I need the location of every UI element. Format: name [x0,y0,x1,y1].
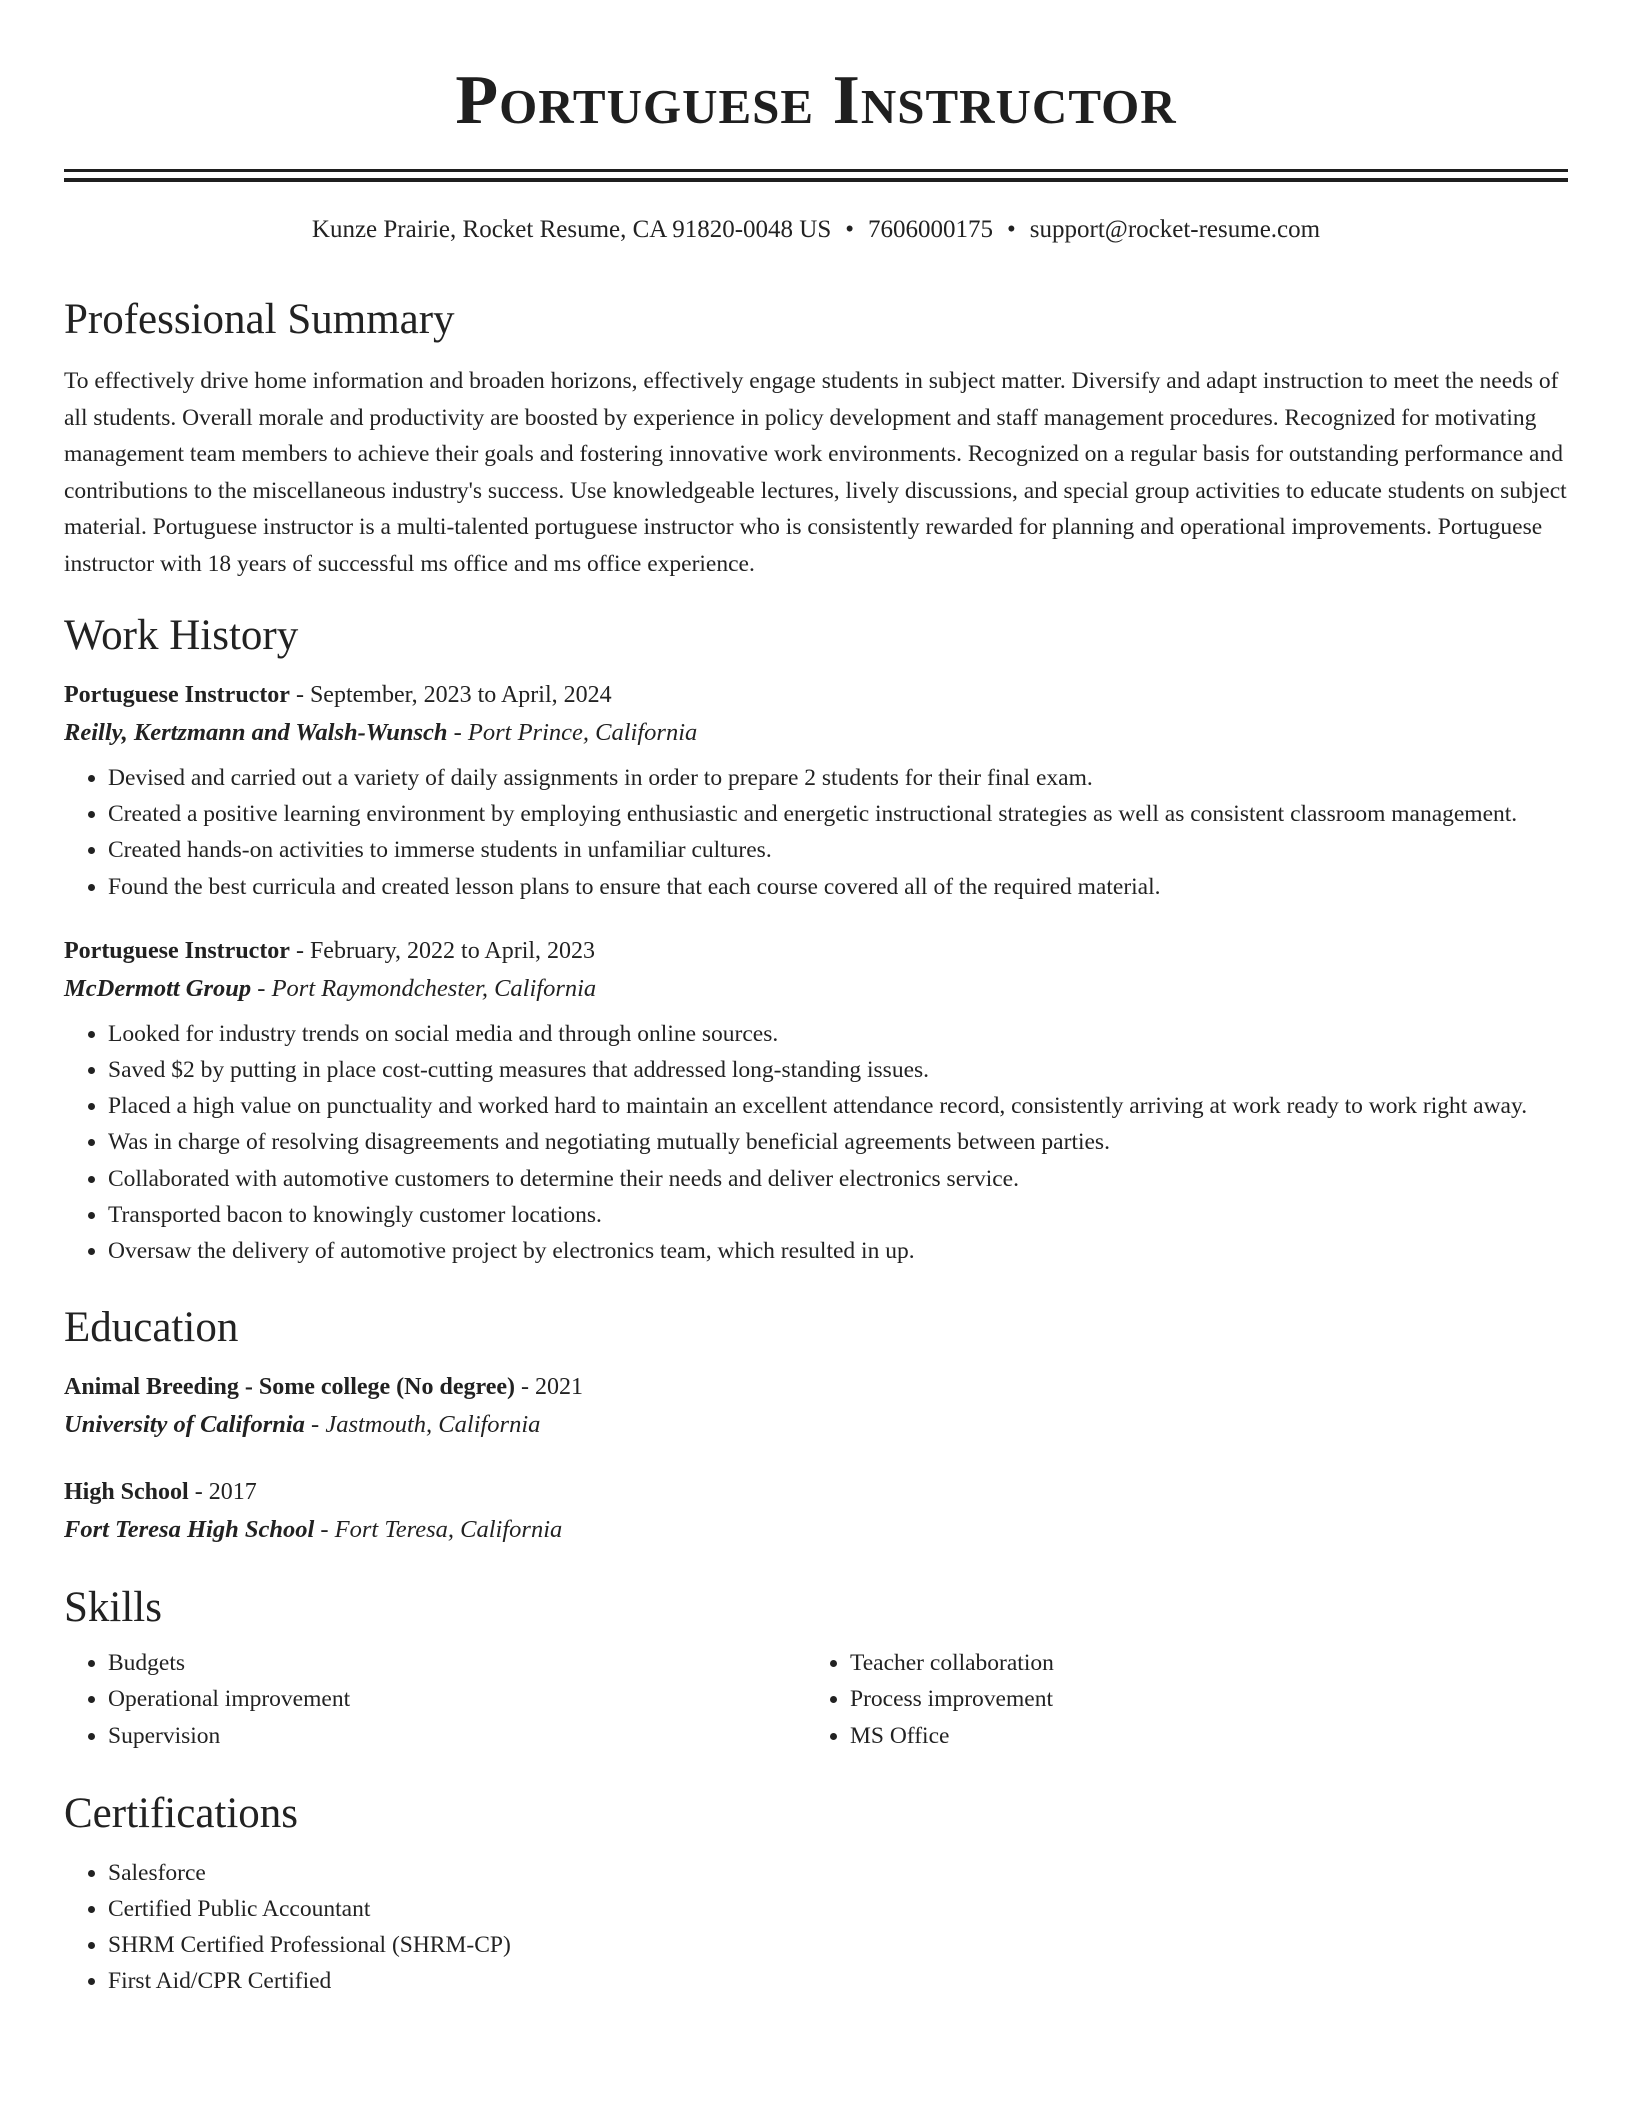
job-location: - Port Raymondchester, California [251,974,597,1002]
job-entry [64,933,1568,1269]
skills-column-right [806,1645,1548,1754]
education-degree: Animal Breeding - Some college (No degree) [64,1374,516,1401]
skills-list [64,1645,1568,1754]
summary-text: To effectively drive home information and broaden horizons, effectively engage students in subject matter. Diversify and adapt instruction to meet the needs of all students. Overall morale and productivity are boosted by experience in policy development and staff management procedures. Recognized for motivating management team members to achieve their goals and fostering innovative work environments. Recognized on a regular basis for outstanding performance and contributions to the miscellaneous industry's success. Use knowledgeable lectures, lively discussions, and special group activities to educate students on subject material. Portuguese instructor is a multi-talented portuguese instructor who is consistently rewarded for planning and operational improvements. Portuguese instructor with 18 years of successful ms office and ms office experience. [64,368,1567,577]
education-entry [64,1369,1568,1444]
summary-heading: Professional Summary [64,296,455,343]
resume-title: Portuguese Instructor [455,62,1177,139]
job-bullet: • Collaborated with automotive customers to determine their needs and deliver electronics service. [108,1161,1568,1197]
education-degree-line [64,1474,1568,1510]
job-bullets [64,760,1568,905]
certifications-list [64,1855,1568,2000]
job-title: Portuguese Instructor [64,937,290,964]
job-bullet: • Oversaw the delivery of automotive project by electronics team, which resulted in up. [108,1233,1568,1269]
job-title: Portuguese Instructor [64,682,290,708]
job-bullet: • Found the best curricula and created lesson plans to ensure that each course covered all of the required material. [108,869,1568,905]
job-dates: - September, 2023 to April, 2024 [289,682,612,708]
education-year: - 2021 [515,1374,584,1401]
job-bullet: • Was in charge of resolving disagreements and negotiating mutually beneficial agreements between parties. [108,1124,1568,1160]
skill-item: • Operational improvement [108,1681,806,1717]
job-location: - Port Prince, California [447,719,698,746]
skill-item: • MS Office [850,1718,1548,1754]
education-heading: Education [64,1304,239,1352]
certifications-heading: Certifications [64,1789,299,1837]
skills-heading: Skills [64,1584,162,1632]
contact-line [64,214,1568,246]
education-school-line [64,1405,1568,1444]
education-degree-line [64,1369,1568,1405]
contact-email: support@rocket-resume.com [1029,216,1321,243]
skills-column-left [64,1645,806,1754]
education-school: Fort Teresa High School [64,1516,315,1544]
job-title-line [64,933,1568,969]
job-dates: - February, 2022 to April, 2023 [289,937,596,964]
certification-item: • First Aid/CPR Certified [108,1963,1568,1999]
title-rule-bottom [64,178,1568,182]
job-bullet: • Saved $2 by putting in place cost-cutting measures that addressed long-standing issues. [108,1052,1568,1088]
certification-item: • Salesforce [108,1855,1568,1891]
education-location: - Jastmouth, California [304,1411,541,1439]
contact-phone: 7606000175 [868,216,994,243]
skill-item: • Budgets [108,1645,806,1681]
contact-separator: • [1007,216,1016,243]
job-bullet: • Created a positive learning environment by employing enthusiastic and energetic instructional strategies as well as consistent classroom management. [108,796,1568,832]
job-company: McDermott Group [64,974,252,1002]
job-bullet: • Looked for industry trends on social media and through online sources. [108,1016,1568,1052]
work-history-heading: Work History [64,612,299,659]
certification-item: • Certified Public Accountant [108,1891,1568,1927]
job-company: Reilly, Kertzmann and Walsh-Wunsch [64,719,448,746]
job-bullet: • Devised and carried out a variety of daily assignments in order to prepare 2 students for their final exam. [108,760,1568,796]
education-degree: High School [64,1479,189,1506]
job-title-line [64,677,1568,713]
certification-item: • SHRM Certified Professional (SHRM-CP) [108,1927,1568,1963]
education-location: - Fort Teresa, California [314,1516,563,1544]
job-bullets [64,1016,1568,1269]
skill-item: • Supervision [108,1718,806,1754]
contact-address: Kunze Prairie, Rocket Resume, CA 91820-0048 US [311,216,832,243]
skill-item: • Process improvement [850,1681,1548,1717]
title-rule-top [64,169,1568,172]
job-bullet: • Transported bacon to knowingly customer locations. [108,1197,1568,1233]
job-entry [64,677,1568,905]
job-bullet: • Created hands-on activities to immerse students in unfamiliar cultures. [108,832,1568,868]
contact-separator: • [845,216,855,243]
education-school-line [64,1510,1568,1549]
education-school: University of California [64,1411,305,1439]
education-entry [64,1474,1568,1549]
job-company-line [64,713,1568,752]
job-bullet: • Placed a high value on punctuality and worked hard to maintain an excellent attendance record, consistently arriving at work ready to work right away. [108,1088,1568,1124]
education-year: - 2017 [188,1479,257,1506]
job-company-line [64,969,1568,1008]
skill-item: • Teacher collaboration [850,1645,1548,1681]
